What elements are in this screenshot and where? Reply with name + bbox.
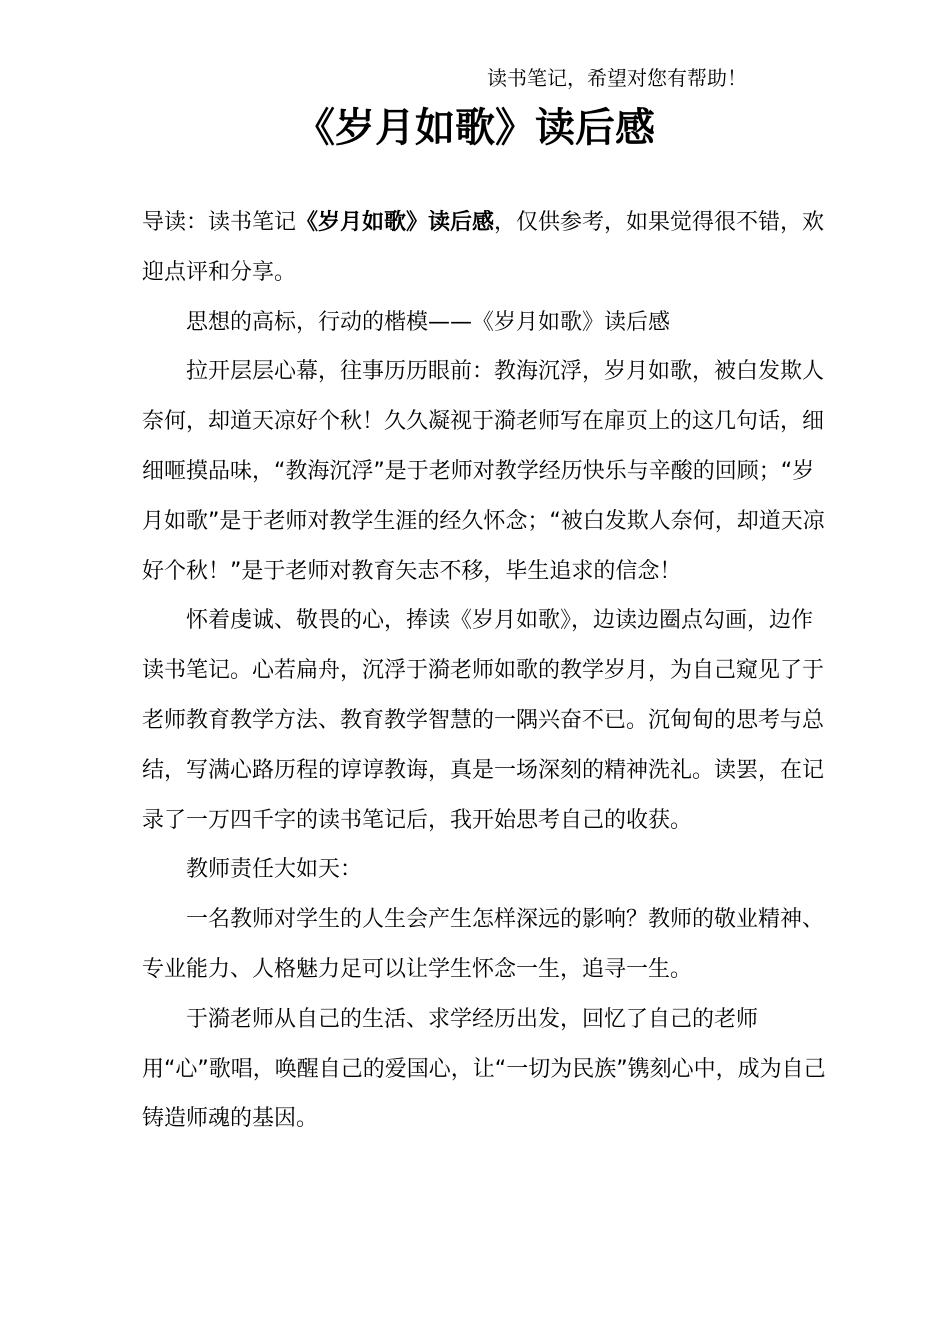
body-paragraph: 一名教师对学生的人生会产生怎样深远的影响？教师的敬业精神、专业能力、人格魅力足可以让学生怀念一生，追寻一生。 (142, 907, 825, 982)
header-note: 读书笔记，希望对您有帮助！ (487, 66, 747, 90)
intro-paragraph (142, 198, 834, 298)
intro-suffix: ，仅供参考，如果觉得很不错，欢迎点评和分享。 (142, 210, 825, 285)
subtitle-paragraph: 思想的高标，行动的楷模——《岁月如歌》读后感 (186, 309, 671, 335)
intro-bold-title: 《岁月如歌》读后感 (296, 210, 495, 235)
body-paragraph: 于漪老师从自己的生活、求学经历出发，回忆了自己的老师用“心”歌唱，唤醒自己的爱国心，让“一切为民族”镌刻心中，成为自己铸造师魂的基因。 (142, 1006, 826, 1132)
body-paragraph: 拉开层层心幕，往事历历眼前：教海沉浮，岁月如歌，被白发欺人奈何，却道天凉好个秋！久久凝视于漪老师写在扉页上的这几句话，细细咂摸品味，“教海沉浮”是于老师对教学经历快乐与辛酸的回顾；“岁月如歌”是于老师对教学生涯的经久怀念；“被白发欺人奈何，却道天凉好个秋！”是于老师对教育矢志不移，毕生追求的信念！ (142, 359, 825, 584)
section-heading: 教师责任大如天： (186, 857, 363, 883)
body-paragraph: 怀着虔诚、敬畏的心，捧读《岁月如歌》，边读边圈点勾画，边作读书笔记。心若扁舟，沉浮于漪老师如歌的教学岁月，为自己窥见了于老师教育教学方法、教育教学智慧的一隅兴奋不已。沉甸甸的思考与总结，写满心路历程的谆谆教诲，真是一场深刻的精神洗礼。读罢，在记录了一万四千字的读书笔记后，我开始思考自己的收获。 (142, 608, 825, 833)
document-title: 《岁月如歌》读后感 (295, 105, 655, 151)
intro-prefix: 导读：读书笔记 (142, 210, 297, 235)
document-body (142, 198, 834, 1144)
